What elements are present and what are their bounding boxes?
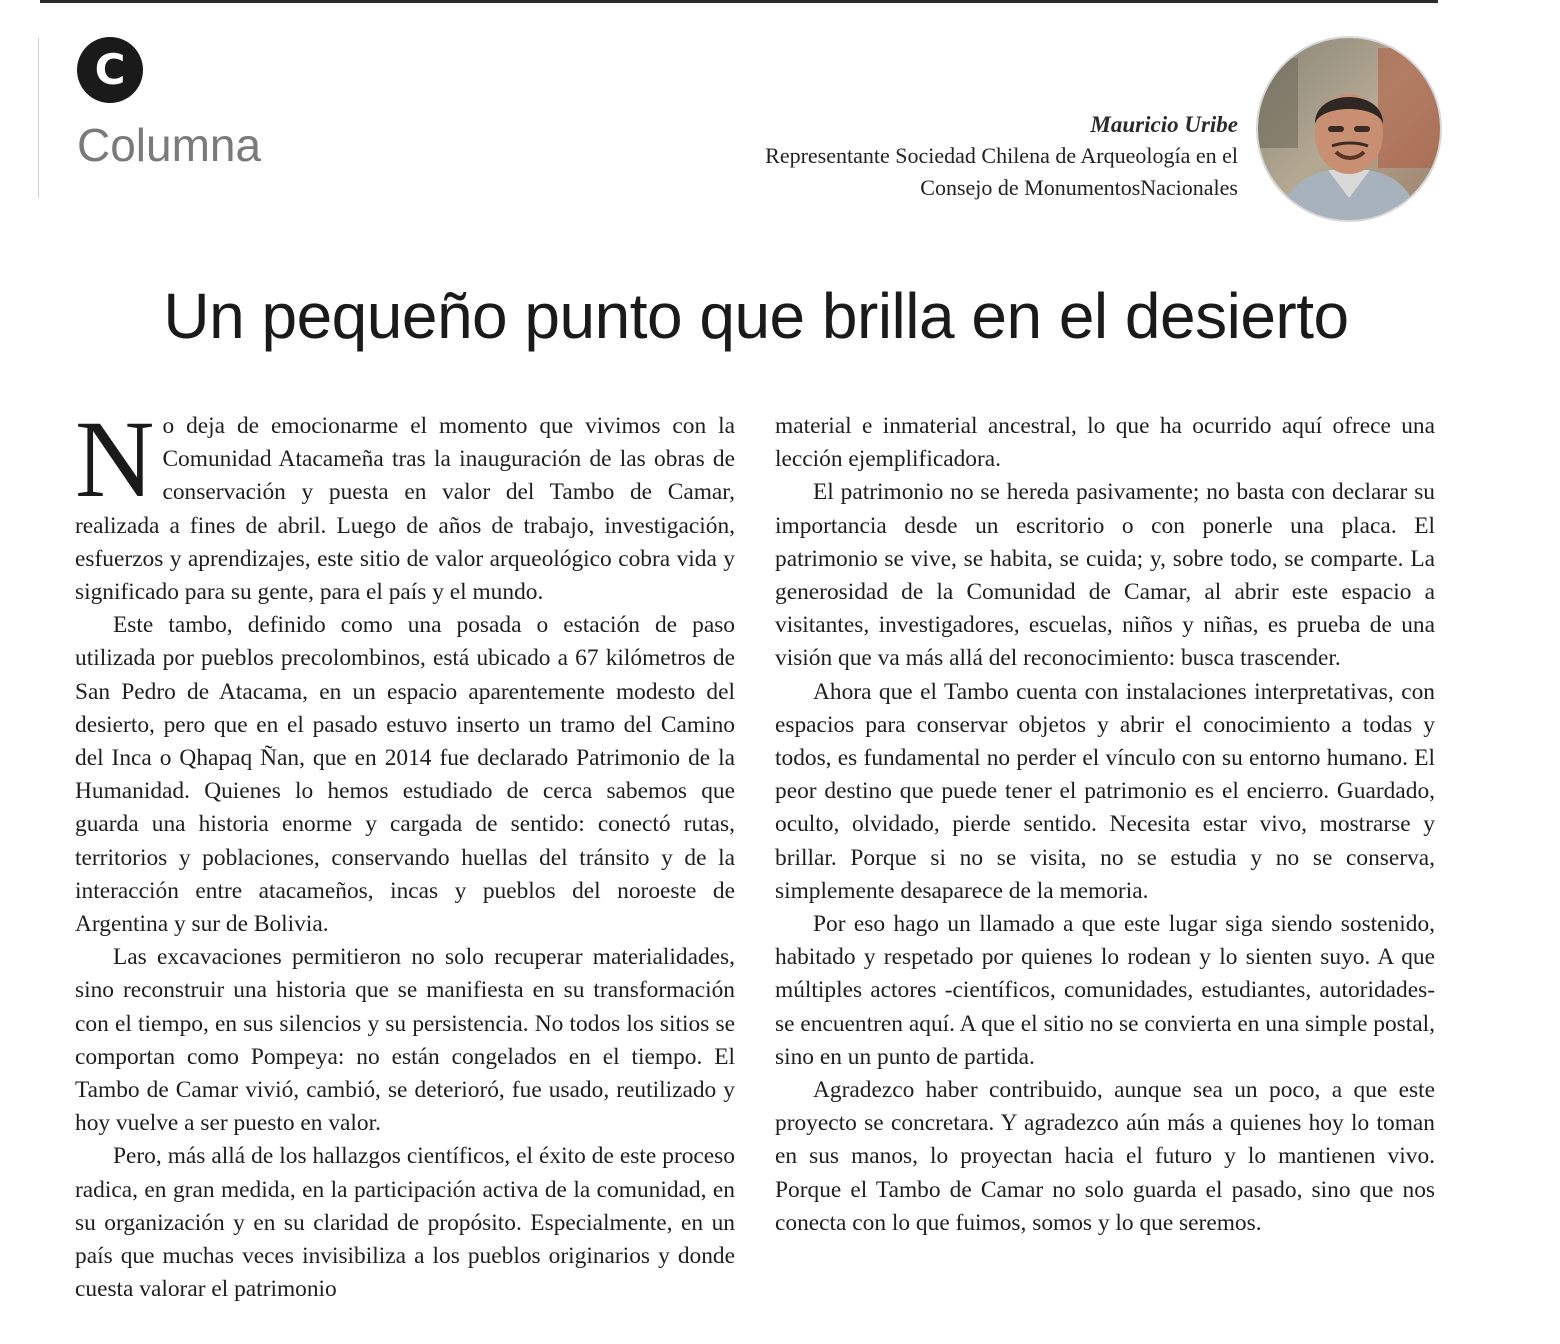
section-badge: C	[77, 37, 143, 103]
paragraph-8: Agradezco haber contribuido, aunque sea un poco, a que este proyecto se concretara. Y agradezco aún más a quienes hoy lo toman en sus manos, lo proyectan hacia el futuro y lo mantienen vivo. Porque el Tambo de Camar no solo guarda el pasado, sino que nos conecta con lo que fuimos, somos y lo que seremos.	[775, 1077, 1435, 1236]
section-label: Columna	[77, 119, 262, 171]
paragraph-2: Este tambo, definido como una posada o estación de paso utilizada por pueblos precolombinos, está ubicado a 67 kilómetros de San Pedro de Atacama, en un espacio aparentemente modesto del desierto, pero que en el pasado estuvo inserto un tramo del Camino del Inca o Qhapaq Ñan, que en 2014 fue declarado Patrimonio de la Humanidad. Quienes lo hemos estudiado de cerca sabemos que guarda una historia enorme y cargada de sentido: conectó rutas, territorios y poblaciones, conservando huellas del tránsito y de la interacción entre atacameños, incas y pueblos del noroeste de Argentina y sur de Bolivia.	[75, 612, 735, 938]
byline	[598, 110, 1238, 204]
paragraph-1	[75, 398, 735, 609]
paragraph-7: Por eso hago un llamado a que este lugar siga siendo sostenido, habitado y respetado por quienes lo rodean y lo sienten suyo. A que múltiples actores -científicos, comunidades, estudiantes, autoridades- se encuentren aquí. A que el sitio no se convierta en una simple postal, sino en un punto de partida.	[775, 911, 1435, 1070]
paragraph-6: Ahora que el Tambo cuenta con instalaciones interpretativas, con espacios para conservar objetos y abrir el conocimiento a todas y todos, es fundamental no perder el vínculo con su entorno humano. El peor destino que puede tener el patrimonio es el encierro. Guardado, oculto, olvidado, pierde sentido. Necesita estar vivo, mostrarse y brillar. Porque si no se visita, no se estudia y no se conserva, simplemente desaparece de la memoria.	[775, 678, 1435, 904]
paragraph-3: Las excavaciones permitieron no solo recuperar materialidades, sino reconstruir una historia que se manifiesta en su transformación con el tiempo, en sus silencios y su persistencia. No todos los sitios se comportan como Pompeya: no están congelados en el tiempo. El Tambo de Camar vivió, cambió, se deterioró, fue usado, reutilizado y hoy vuelve a ser puesto en valor.	[75, 944, 735, 1137]
top-rule	[40, 0, 1438, 3]
author-portrait-icon	[1258, 38, 1440, 220]
article-body	[75, 398, 1435, 1344]
paragraph-1-text: o deja de emocionarme el momento que vivimos con la Comunidad Atacameña tras la inauguración de las obras de conservación y puesta en valor del Tambo de Camar, realizada a fines de abril. Luego de años de trabajo, investigación, esfuerzos y aprendizajes, este sitio de valor arqueológico cobra vida y significado para su gente, para el país y el mundo.	[75, 413, 735, 606]
author-role-line-2: Consejo de MonumentosNacionales	[920, 175, 1238, 200]
author-role-line-1: Representante Sociedad Chilena de Arqueología en el	[765, 143, 1238, 168]
left-rule	[38, 38, 39, 198]
paragraph-4: Pero, más allá de los hallazgos científicos, el éxito de este proceso radica, en gran medida, en la participación activa de la comunidad, en su organización y en su claridad de propósito. Especialmente, en un país que muchas veces invisibiliza a los pueblos originarios y donde cuesta valorar el patrimonio	[75, 1143, 735, 1303]
author-portrait-photo	[1256, 36, 1442, 222]
column-left	[75, 398, 735, 1344]
headline: Un pequeño punto que brilla en el desierto	[163, 280, 1349, 352]
drop-cap: N	[75, 398, 155, 520]
paragraph-4-continued: material e inmaterial ancestral, lo que ha ocurrido aquí ofrece una lección ejemplificadora.	[775, 413, 1435, 473]
paragraph-5: El patrimonio no se hereda pasivamente; no basta con declarar su importancia desde un escritorio o con ponerle una placa. El patrimonio se vive, se habita, se cuida; y, sobre todo, se comparte. La generosidad de la Comunidad de Camar, al abrir este espacio a visitantes, investigadores, escuelas, niños y niñas, es prueba de una visión que va más allá del reconocimiento: busca trascender.	[775, 479, 1435, 672]
author-name: Mauricio Uribe	[1090, 112, 1238, 137]
column-right	[775, 410, 1435, 1344]
